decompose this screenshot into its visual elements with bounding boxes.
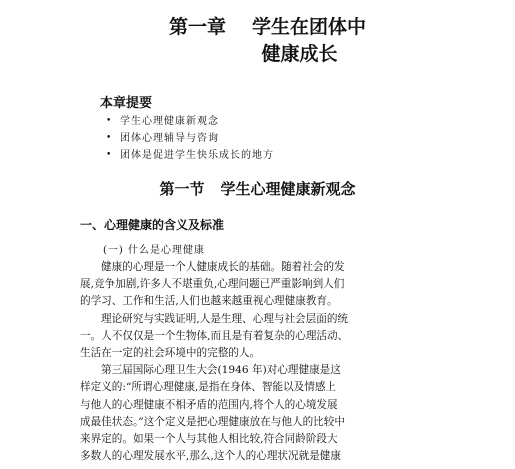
paragraph-line: 成最佳状态。”这个定义是把心理健康放在与他人的比较中 [80,415,345,428]
bullet-icon: • [106,133,113,143]
body-text [80,259,433,465]
summary-item-text: 学生心理健康新观念 [120,116,219,127]
chapter-title-line2: 健康成长 [261,43,338,65]
section-title [0,178,515,199]
paragraph-line: 第三届国际心理卫生大会(1946 年)对心理健康是这 [101,364,341,377]
bullet-icon: • [106,116,113,126]
section-title-text: 学生心理健康新观念 [220,180,356,198]
chapter-number: 第一章 [168,16,226,38]
paragraph-line: 展,竞争加剧,许多人不堪重负,心理问题已严重影响到人们 [80,278,345,291]
summary-list [106,113,274,164]
paragraph-line: 样定义的:“所谓心理健康,是指在身体、智能以及情感上 [80,381,337,394]
sub-subheading: (一) 什么是心理健康 [103,245,205,256]
summary-item [106,113,274,130]
paragraph-line: 理论研究与实践证明,人是生理、心理与社会层面的统 [101,312,349,325]
paragraph-line: 健康的心理是一个人健康成长的基础。随着社会的发 [101,261,345,273]
paragraph-line: 来界定的。如果一个人与其他人相比较,符合同龄阶段大 [80,433,338,446]
section-number: 第一节 [159,180,205,198]
paragraph-line: 生活在一定的社会环境中的完整的人。 [80,347,261,360]
paragraph-line: 的学习、工作和生活,人们也越来越重视心理健康教育。 [80,295,338,308]
chapter-title-line1 [10,14,515,41]
chapter-title [0,14,515,68]
chapter-title-text: 学生在团体中 [252,16,367,38]
paragraph-line: 与他人的心理健康不相矛盾的范围内,将个人的心境发展 [80,398,338,411]
summary-item [106,147,274,164]
bullet-icon: • [106,150,113,160]
summary-item [106,130,274,147]
subheading: 一、心理健康的含义及标准 [80,218,225,232]
paragraph-line: 一。人不仅仅是一个生物体,而且是有着复杂的心理活动、 [80,329,349,342]
summary-item-text: 团体心理辅导与咨询 [120,133,219,144]
summary-heading: 本章提要 [100,96,153,111]
summary-item-text: 团体是促进学生快乐成长的地方 [120,150,274,161]
paragraph-line: 多数人的心理发展水平,那么,这个人的心理状况就是健康 [80,450,341,463]
